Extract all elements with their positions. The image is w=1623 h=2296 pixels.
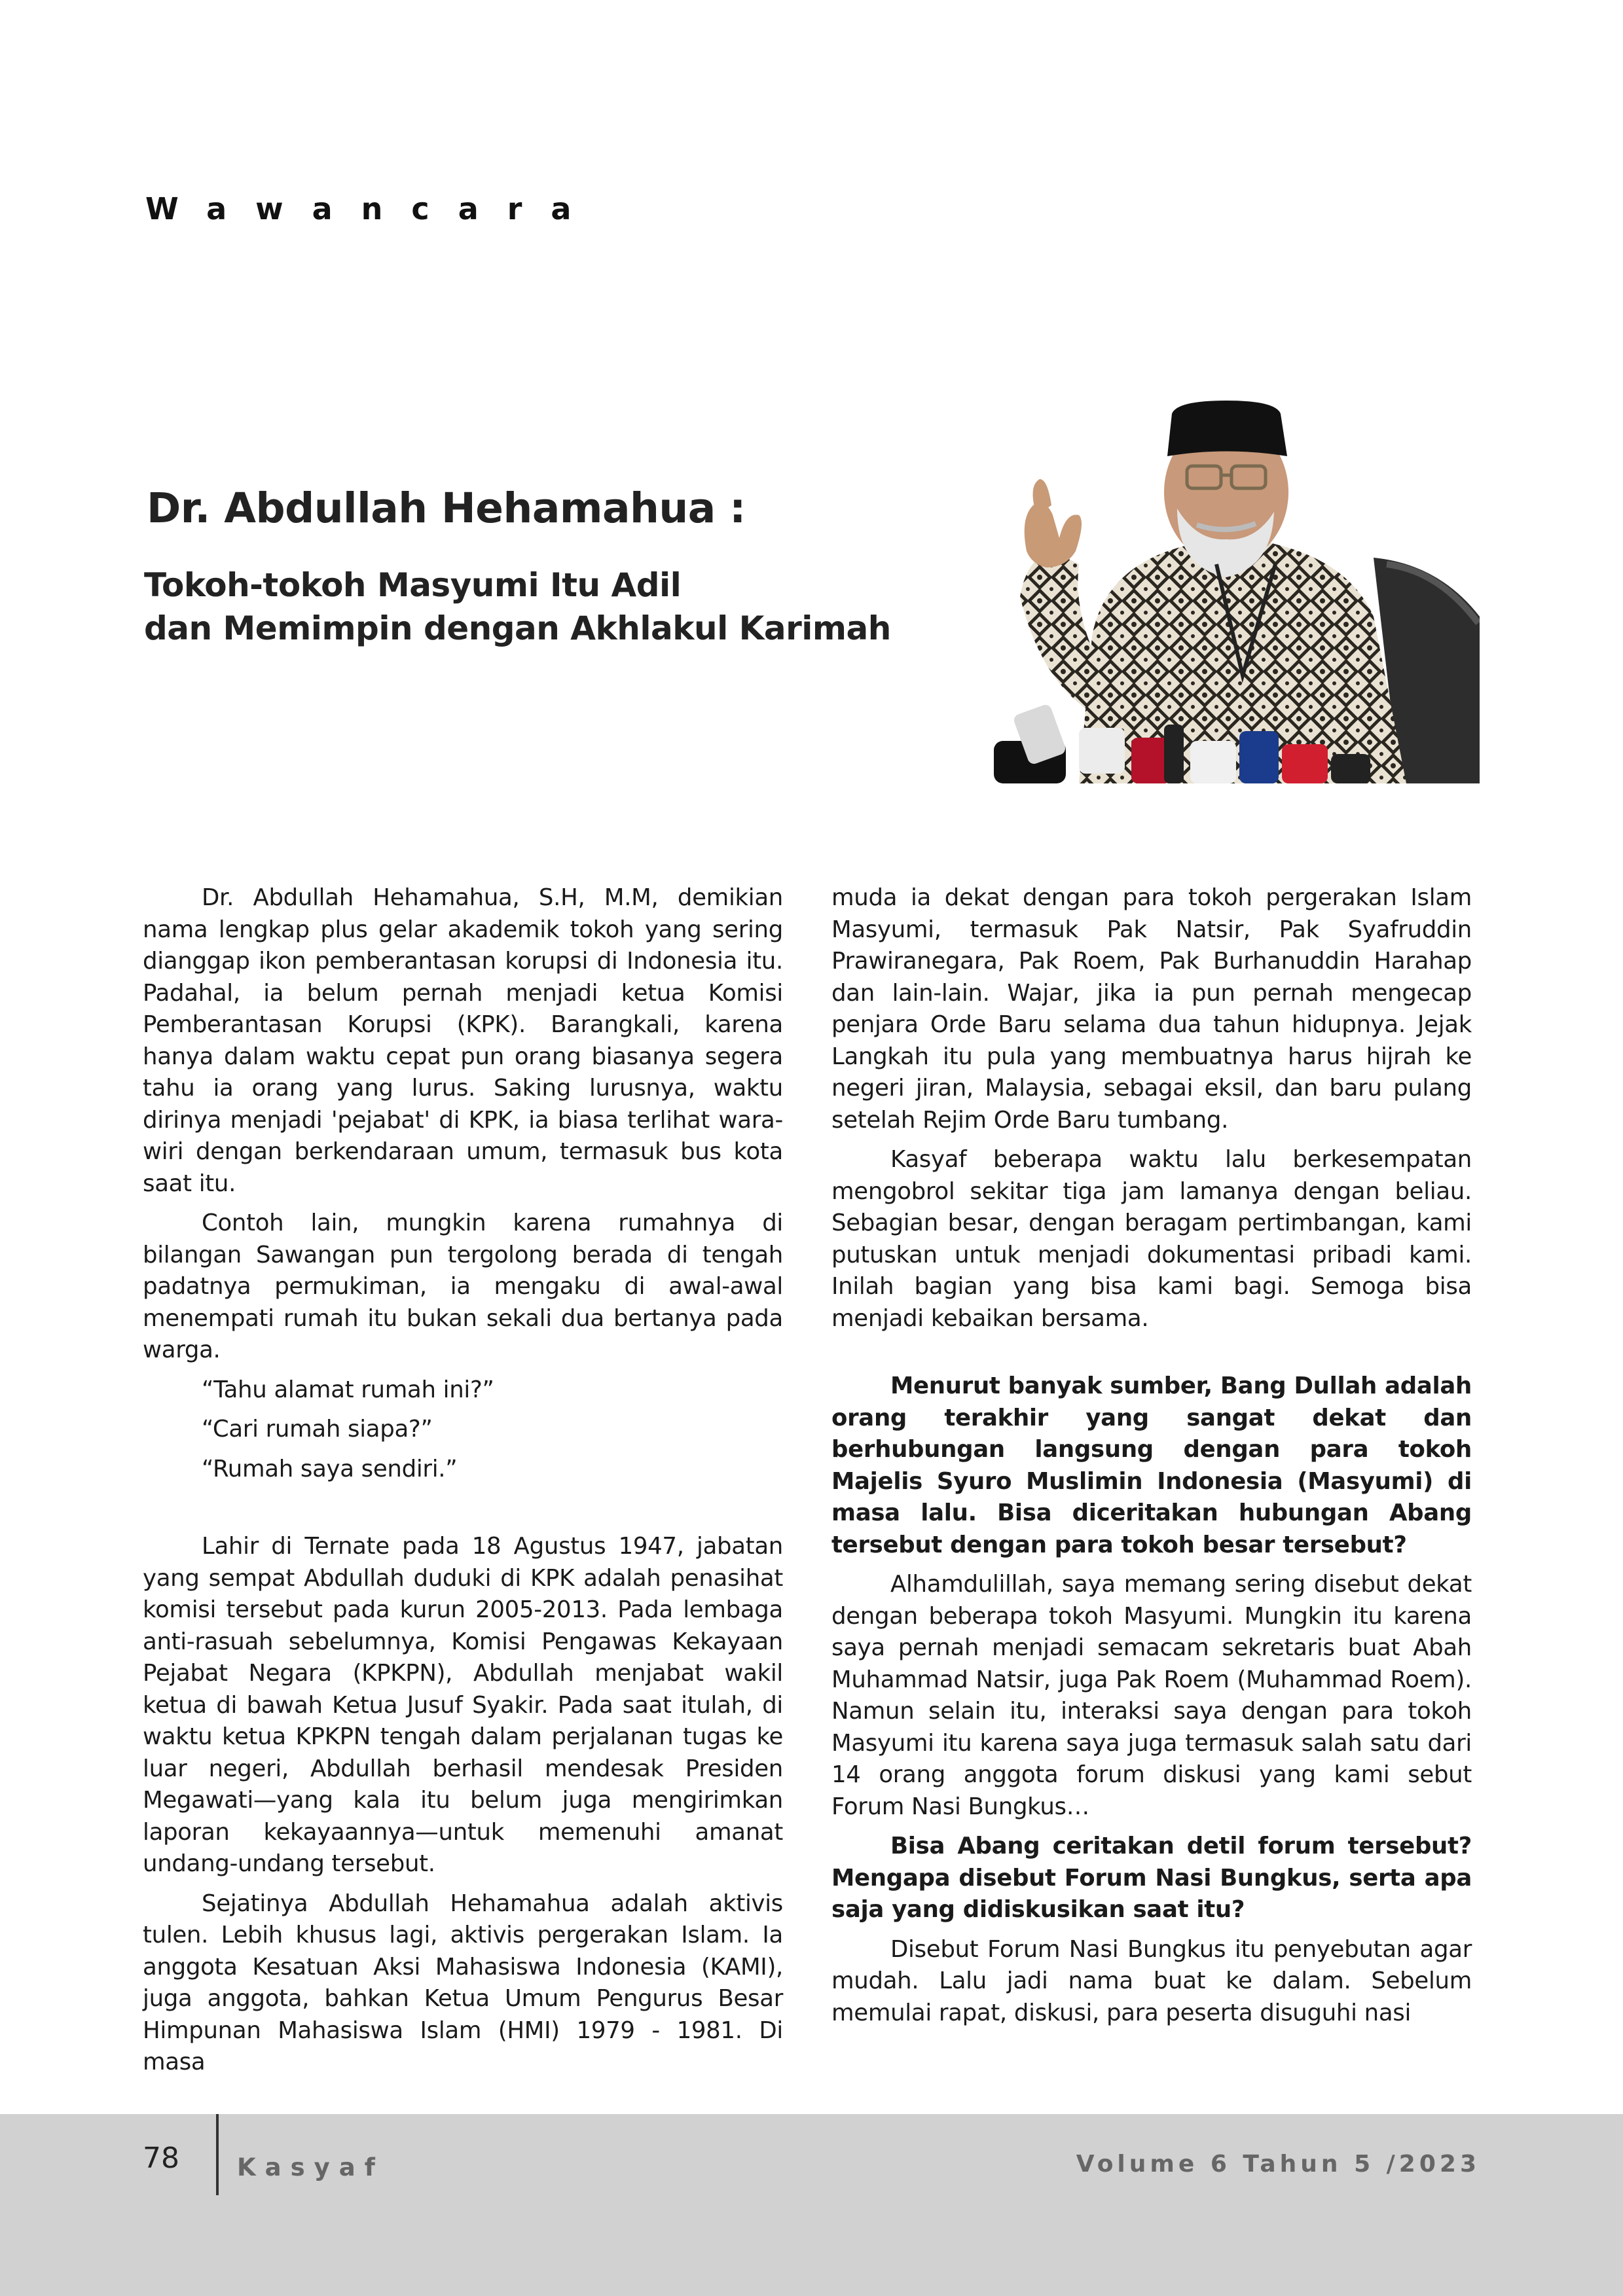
paragraph: Dr. Abdullah Hehamahua, S.H, M.M, demikian nama lengkap plus gelar akademik tokoh yang sering dianggap ikon pemberantasan korupsi di Indonesia itu. Padahal, ia belum pernah menjadi ketua Komisi Pemberantasan Korupsi (KPK). Barangkali, karena hanya dalam waktu cepat pun orang biasanya segera tahu ia orang yang lurus. Saking lurusnya, waktu dirinya menjadi 'pejabat' di KPK, ia biasa terlihat wara-wiri dengan berkendaraan umum, termasuk bus kota saat itu. bbox=[143, 884, 783, 1197]
paragraph: Kasyaf beberapa waktu lalu berkesempatan mengobrol sekitar tiga jam lamanya dengan beliau. Sebagian besar, dengan beragam pertimbangan, kami putuskan untuk menjadi dokumentasi pribadi kami. Inilah bagian yang bisa kami bagi. Semoga bisa menjadi kebaikan bersama. bbox=[831, 1146, 1472, 1332]
article-subtitle-line-2: dan Memimpin dengan Akhlakul Karimah bbox=[144, 609, 891, 647]
article-title-block bbox=[144, 484, 962, 650]
portrait-photo-icon bbox=[981, 401, 1480, 783]
interview-answer: Disebut Forum Nasi Bungkus itu penyebutan agar mudah. Lalu jadi nama buat ke dalam. Sebelum memulai rapat, diskusi, para peserta disuguhi nasi bbox=[831, 1935, 1472, 2026]
article-subtitle bbox=[144, 564, 962, 650]
interview-answer: Alhamdulillah, saya memang sering disebut dekat dengan beberapa tokoh Masyumi. Mungkin itu karena saya pernah menjadi semacam sekretaris buat Abah Muhammad Natsir, juga Pak Roem (Muhammad Roem). Namun selain itu, interaksi saya dengan para tokoh Masyumi itu karena saya juga termasuk salah satu dari 14 orang anggota forum diskusi yang kami sebut Forum Nasi Bungkus… bbox=[831, 1571, 1472, 1820]
interview-question: Menurut banyak sumber, Bang Dullah adalah orang terakhir yang sangat dekat dan berhubungan langsung dengan para tokoh Majelis Syuro Muslimin Indonesia (Masyumi) di masa lalu. Bisa diceritakan hubungan Abang tersebut dengan para tokoh besar tersebut? bbox=[831, 1372, 1472, 1558]
article-column-left bbox=[143, 882, 783, 2087]
article-title: Dr. Abdullah Hehamahua : bbox=[147, 484, 746, 532]
dialogue-line: “Rumah saya sendiri.” bbox=[202, 1455, 458, 1482]
section-label: Wawancara bbox=[145, 191, 600, 226]
article-subtitle-line-1: Tokoh-tokoh Masyumi Itu Adil bbox=[144, 566, 682, 604]
paragraph: Contoh lain, mungkin karena rumahnya di bilangan Sawangan pun tergolong berada di tengah padatnya permukiman, ia mengaku di awal-awal menempati rumah itu bukan sekali dua bertanya pada warga. bbox=[143, 1210, 783, 1363]
dialogue-line: “Tahu alamat rumah ini?” bbox=[202, 1376, 494, 1403]
magazine-name: Kasyaf bbox=[237, 2153, 384, 2181]
paragraph: muda ia dekat dengan para tokoh pergerakan Islam Masyumi, termasuk Pak Natsir, Pak Syafruddin Prawiranegara, Pak Roem, Pak Burhanuddin Harahap dan lain-lain. Wajar, jika ia pun pernah mengecap penjara Orde Baru selama dua tahun hidupnya. Jejak Langkah itu pula yang membuatnya harus hijrah ke negeri jiran, Malaysia, sebagai eksil, dan baru pulang setelah Rejim Orde Baru tumbang. bbox=[831, 884, 1472, 1134]
dialogue-line: “Cari rumah siapa?” bbox=[202, 1416, 433, 1443]
paragraph: Lahir di Ternate pada 18 Agustus 1947, jabatan yang sempat Abdullah duduki di KPK adalah penasihat komisi tersebut pada kurun 2005-2013. Pada lembaga anti-rasuah sebelumnya, Komisi Pengawas Kekayaan Pejabat Negara (KPKPN), Abdullah menjabat wakil ketua di bawah Ketua Jusuf Syakir. Pada saat itulah, di waktu ketua KPKPN tengah dalam perjalanan tugas ke luar negeri, Abdullah berhasil mendesak Presiden Megawati—yang kala itu belum juga mengirimkan laporan kekayaannya—untuk memenuhi amanat undang-undang tersebut. bbox=[143, 1533, 783, 1877]
article-column-right bbox=[831, 882, 1472, 2037]
footer-divider bbox=[216, 2114, 219, 2195]
page-footer bbox=[0, 2114, 1623, 2296]
issue-info: Volume 6 Tahun 5 /2023 bbox=[1076, 2151, 1480, 2178]
paragraph: Sejatinya Abdullah Hehamahua adalah aktivis tulen. Lebih khusus lagi, aktivis pergerakan Islam. Ia anggota Kesatuan Aksi Mahasiswa Indonesia (KAMI), juga anggota, bahkan Ketua Umum Pengurus Besar Himpunan Mahasiswa Islam (HMI) 1979 - 1981. Di masa bbox=[143, 1890, 783, 2075]
interview-question: Bisa Abang ceritakan detil forum tersebut? Mengapa disebut Forum Nasi Bungkus, serta apa saja yang didiskusikan saat itu? bbox=[831, 1833, 1472, 1923]
page-number: 78 bbox=[143, 2142, 179, 2175]
portrait-photo bbox=[981, 401, 1480, 783]
